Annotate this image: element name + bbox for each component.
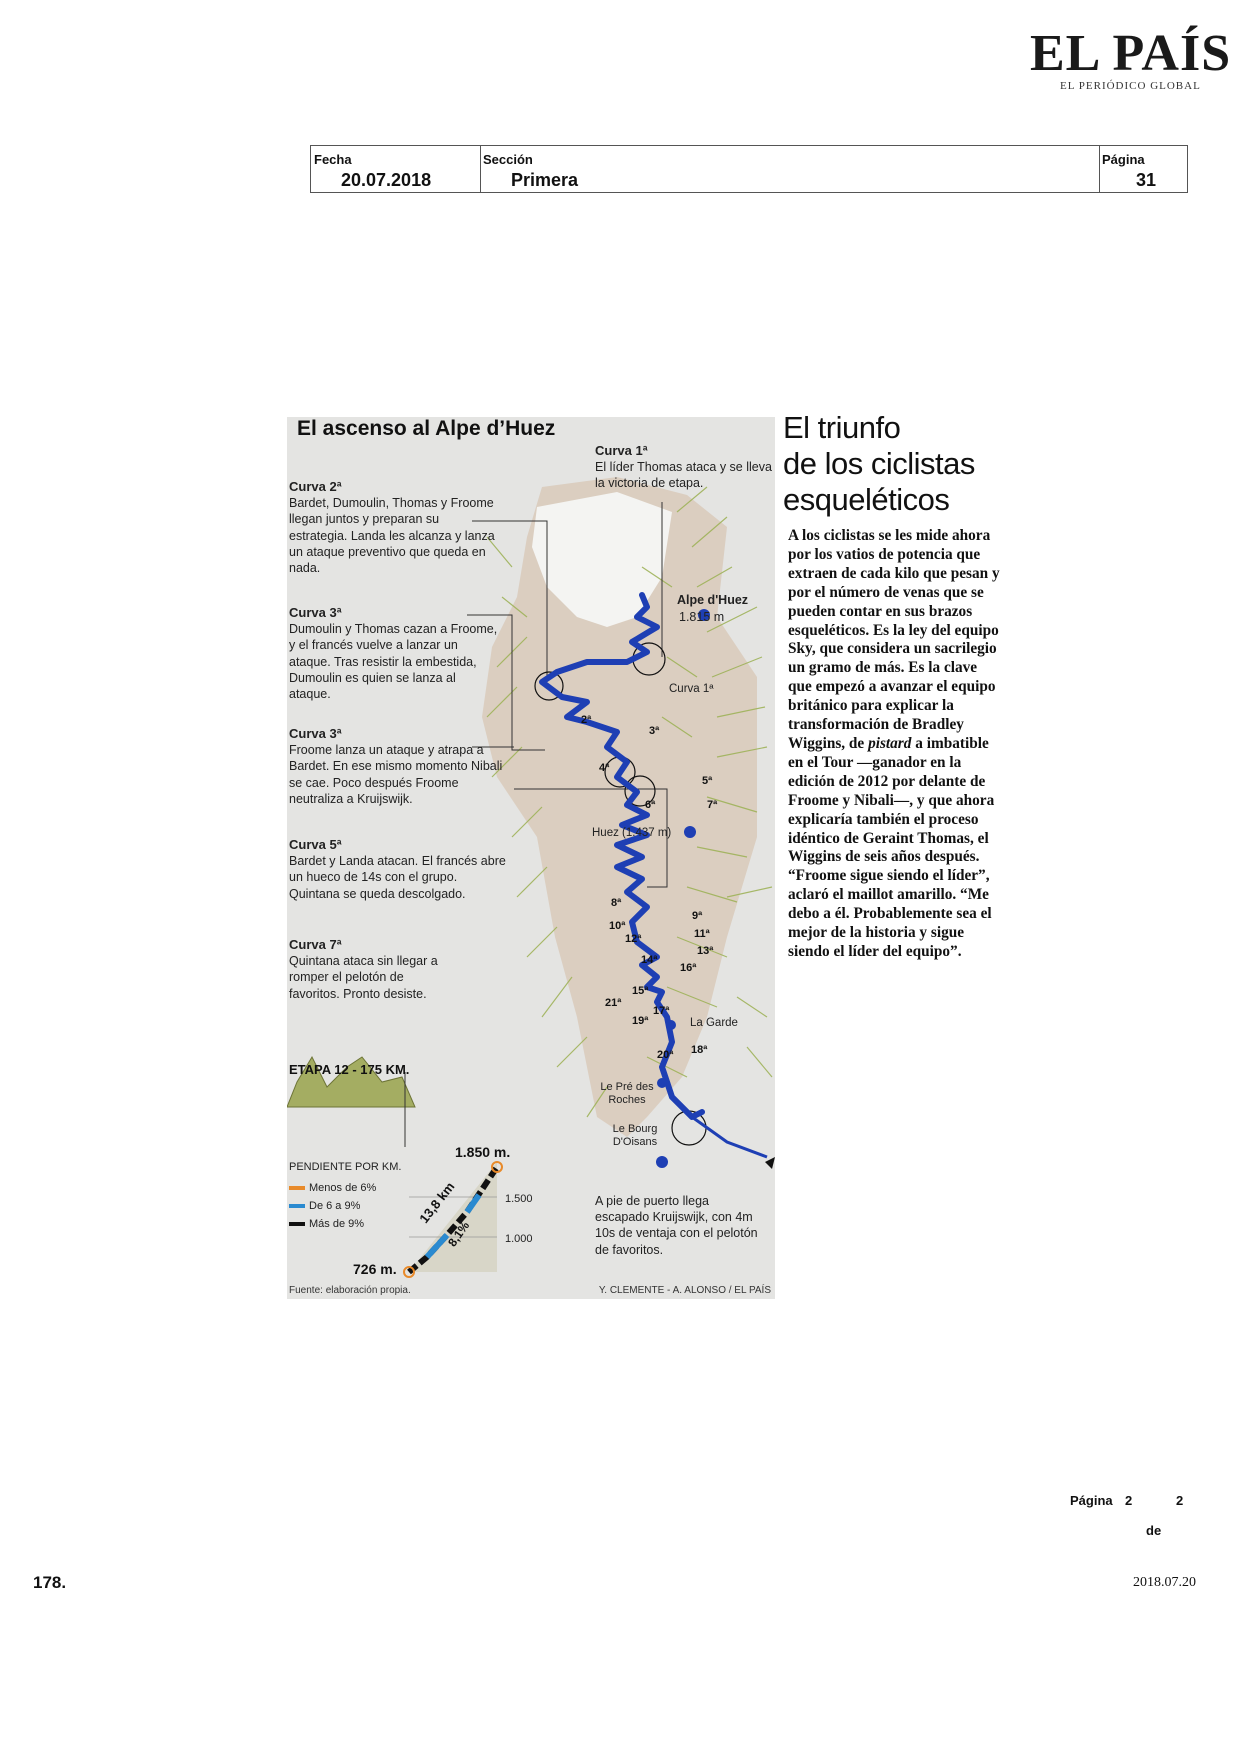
turn-label: 2ª (581, 714, 592, 726)
turn-label: 11ª (694, 928, 710, 940)
bourg-line-1: Le Bourg (612, 1123, 658, 1135)
footer-page-current: 2 (1125, 1493, 1133, 1508)
curve1-note (595, 443, 775, 492)
date-value: 20.07.2018 (341, 170, 432, 190)
page-label: Página (1102, 152, 1145, 167)
footer-page-label: Página (1070, 1493, 1113, 1508)
curve-note-1 (289, 479, 499, 576)
page-cell (1099, 146, 1187, 192)
turn-label: 5ª (702, 775, 713, 787)
legend-label: Menos de 6% (309, 1182, 377, 1194)
article-title (783, 410, 1003, 518)
legend-swatch-blue (289, 1204, 305, 1208)
article-body (788, 527, 1003, 962)
le-pre-label (592, 1081, 662, 1107)
legend-swatch-orange (289, 1186, 305, 1190)
article-title-line: de los ciclistas (783, 446, 975, 481)
turn-label: 20ª (657, 1049, 674, 1061)
turn-label: 16ª (680, 962, 697, 974)
article-title-line: El triunfo (783, 410, 901, 445)
curve-note-text: Bardet, Dumoulin, Thomas y Froome llegan juntos y preparan su estrategia. Landa les alcanza y lanza un ataque preventivo que queda en nada. (289, 496, 495, 576)
footer-date: 2018.07.20 (1133, 1575, 1196, 1590)
gradient-length: 13,8 km (416, 1179, 458, 1226)
curve-note-title: Curva 5ª (289, 837, 342, 852)
curve-note-text: Bardet y Landa atacan. El francés abre un hueco de 14s con el grupo. Quintana se queda descolgado. (289, 854, 506, 901)
curve-note-title: Curva 3ª (289, 726, 342, 741)
la-garde-label: La Garde (690, 1017, 738, 1029)
page-value: 31 (1136, 170, 1157, 190)
section-value: Primera (511, 170, 579, 190)
curve1-map-label: Curva 1ª (669, 683, 714, 695)
article-body-text-end: a imbatible en el Tour —ganador en la edición de 2012 por delante de Froome y Nibali—, y que ahora explicaría también el proceso idéntico de Geraint Thomas, el Wiggins de seis años después. “Froome sigue siendo el líder”, aclaró el maillot amarillo. “Me debo a él. Probablemente sea el mejor de la historia y sigue siendo el líder del equipo”. (788, 734, 995, 960)
curve-note-title: Curva 3ª (289, 605, 342, 620)
turn-label: 14ª (641, 954, 658, 966)
curve-note-4 (289, 837, 509, 902)
document-number: 178. (33, 1573, 67, 1592)
bourg-line-2: D'Oisans (612, 1136, 658, 1148)
legend-item (289, 1215, 376, 1233)
le-pre-line-1: Le Pré des (600, 1081, 654, 1093)
legend-label: Más de 9% (309, 1218, 365, 1230)
curve-note-5 (289, 937, 454, 1002)
arrow-marker (765, 1157, 775, 1169)
turn-label: 7ª (707, 799, 718, 811)
date-cell (311, 146, 481, 192)
legend-item (289, 1179, 376, 1197)
curve-note-title: Curva 2ª (289, 479, 342, 494)
article-title-line: esqueléticos (783, 482, 950, 517)
turn-label: 17ª (653, 1005, 670, 1017)
gradient-legend (289, 1179, 376, 1233)
newspaper-logo: EL PAÍS (1030, 25, 1232, 82)
curve1-title: Curva 1ª (595, 443, 648, 458)
gradient-bottom-altitude: 726 m. (353, 1261, 397, 1277)
gradient-top-altitude: 1.850 m. (455, 1144, 511, 1160)
turn-label: 12ª (625, 933, 642, 945)
bourg-label (605, 1123, 665, 1149)
graphic-title: El ascenso al Alpe d’Huez (297, 417, 556, 440)
curve-note-text: Dumoulin y Thomas cazan a Froome, y el francés vuelve a lanzar un ataque. Tras resistir la embestida, Dumoulin es quien se lanza al ataque. (289, 622, 498, 702)
clipping-meta-table (310, 145, 1188, 193)
graphic-credit: Y. CLEMENTE - A. ALONSO / EL PAÍS (598, 1285, 771, 1296)
section-cell (480, 146, 1100, 192)
graphic-source: Fuente: elaboración propia. (289, 1285, 411, 1296)
gradient-tick-low: 1.000 (505, 1233, 533, 1245)
newspaper-tagline: EL PERIÓDICO GLOBAL (1060, 80, 1201, 92)
article-body-text: A los ciclistas se les mide ahora por los vatios de potencia que extraen de cada kilo que pesan y por el número de venas que se pueden contar en sus brazos esqueléticos. Es la ley del equipo Sky, que considera un sacrilegio un gramo de más. Es la clave que empezó a avanzar el equipo británico para explicar la transformación de Bradley Wiggins, de (788, 527, 1000, 752)
curve-note-3 (289, 726, 509, 807)
curve-note-2 (289, 605, 499, 702)
turn-label: 4ª (599, 762, 610, 774)
breakaway-note: A pie de puerto llega escapado Kruijswijk, con 4m 10s de ventaja con el pelotón de favoritos. (595, 1194, 758, 1257)
turn-label: 6ª (645, 799, 656, 811)
footer-of-label: de (1146, 1523, 1162, 1538)
turn-label: 19ª (632, 1015, 649, 1027)
summit-altitude: 1.815 m (679, 610, 725, 624)
legend-label: De 6 a 9% (309, 1200, 361, 1212)
footer-page-total: 2 (1176, 1493, 1184, 1508)
section-label: Sección (483, 152, 533, 167)
curve-note-title: Curva 7ª (289, 937, 342, 952)
curve-note-text: Quintana ataca sin llegar a romper el pelotón de favoritos. Pronto desiste. (289, 954, 438, 1001)
infographic (287, 417, 775, 1299)
gradient-average: 8,1% (445, 1218, 473, 1250)
curve1-text: El líder Thomas ataca y se lleva la victoria de etapa. (595, 460, 772, 491)
turn-label: 3ª (649, 725, 660, 737)
curve-note-text: Froome lanza un ataque y atrapa a Bardet. En ese mismo momento Nibali se cae. Poco después Froome neutraliza a Kruijswijk. (289, 743, 503, 806)
turn-label: 21ª (605, 997, 622, 1009)
gradient-title: PENDIENTE POR KM. (289, 1161, 402, 1173)
turn-label: 10ª (609, 920, 626, 932)
turn-label: 8ª (611, 897, 622, 909)
legend-item (289, 1197, 376, 1215)
turn-label: 9ª (692, 910, 703, 922)
turn-label: 15ª (632, 985, 649, 997)
legend-swatch-black (289, 1222, 305, 1226)
stage-label: ETAPA 12 - 175 KM. (289, 1062, 410, 1077)
article-body-italic: pistard (868, 734, 912, 752)
gradient-tick-high: 1.500 (505, 1193, 533, 1205)
turn-label: 13ª (697, 945, 714, 957)
turn-label: 18ª (691, 1044, 708, 1056)
le-pre-line-2: Roches (608, 1094, 646, 1106)
summit-name: Alpe d'Huez (677, 593, 749, 607)
huez-label: Huez (1.437 m) (592, 827, 672, 839)
date-label: Fecha (314, 152, 352, 167)
